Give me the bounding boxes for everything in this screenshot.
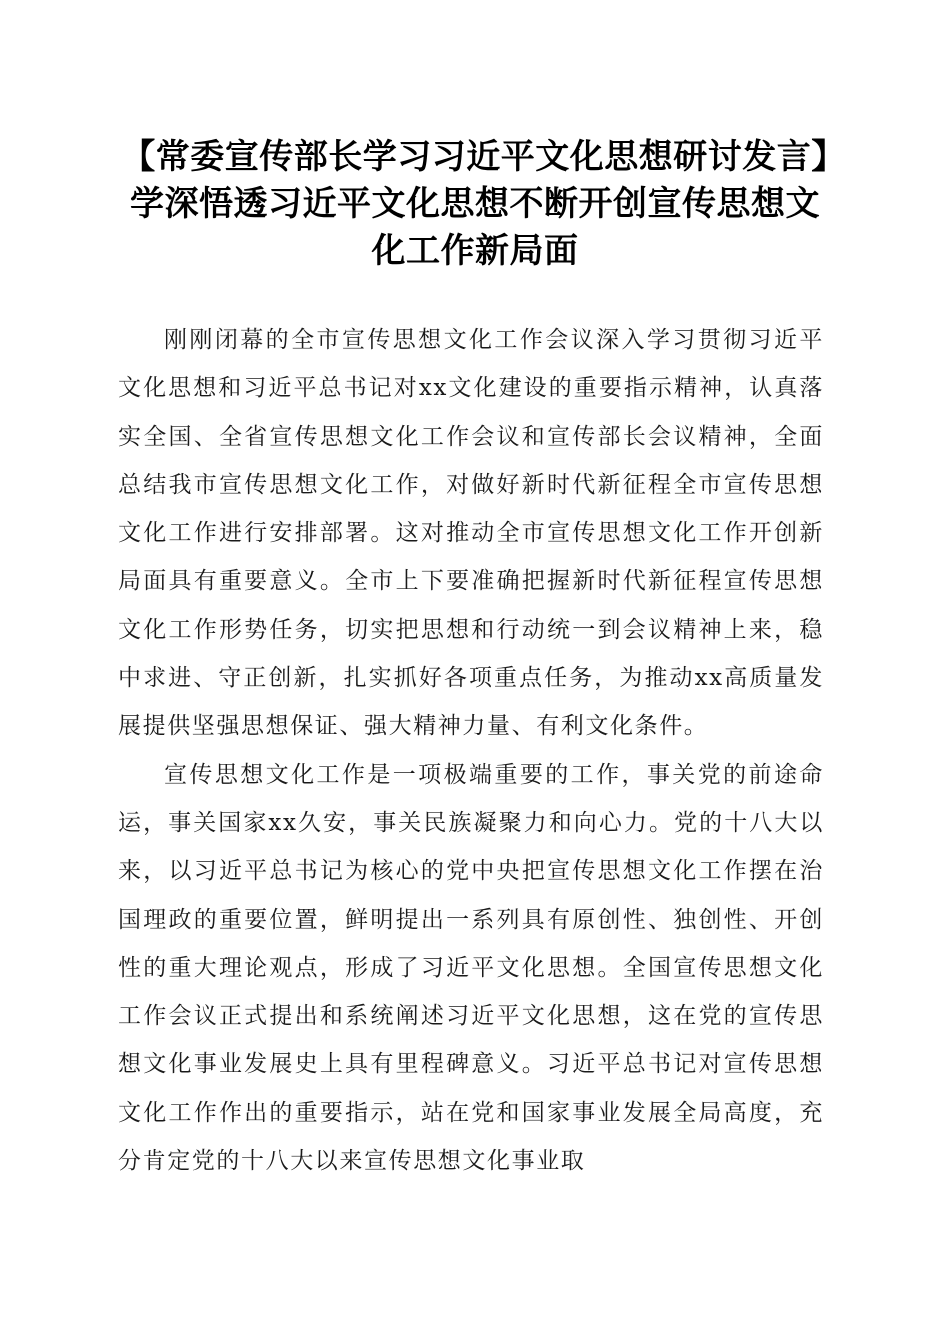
paragraph-2: 宣传思想文化工作是一项极端重要的工作，事关党的前途命运，事关国家xx久安，事关民族凝聚力和向心力。党的十八大以来，以习近平总书记为核心的党中央把宣传思想文化工作摆在治国理政的重要位置，鲜明提出一系列具有原创性、独创性、开创性的重大理论观点，形成了习近平文化思想。全国宣传思想文化工作会议正式提出和系统阐述习近平文化思想，这在党的宣传思想文化事业发展史上具有里程碑意义。习近平总书记对宣传思想文化工作作出的重要指示，站在党和国家事业发展全局高度，充分肯定党的十八大以来宣传思想文化事业取 — [118, 761, 824, 1175]
document-title: 【常委宣传部长学习习近平文化思想研讨发言】学深悟透习近平文化思想不断开创宣传思想文化工作新局面 — [121, 137, 829, 271]
document-body — [118, 316, 824, 1185]
paragraph-1: 刚刚闭幕的全市宣传思想文化工作会议深入学习贯彻习近平文化思想和习近平总书记对xx文化建设的重要指示精神，认真落实全国、全省宣传思想文化工作会议和宣传部长会议精神，全面总结我市宣传思想文化工作，对做好新时代新征程全市宣传思想文化工作进行安排部署。这对推动全市宣传思想文化工作开创新局面具有重要意义。全市上下要准确把握新时代新征程宣传思想文化工作形势任务，切实把思想和行动统一到会议精神上来，稳中求进、守正创新，扎实抓好各项重点任务，为推动xx高质量发展提供坚强思想保证、强大精神力量、有利文化条件。 — [118, 327, 824, 740]
